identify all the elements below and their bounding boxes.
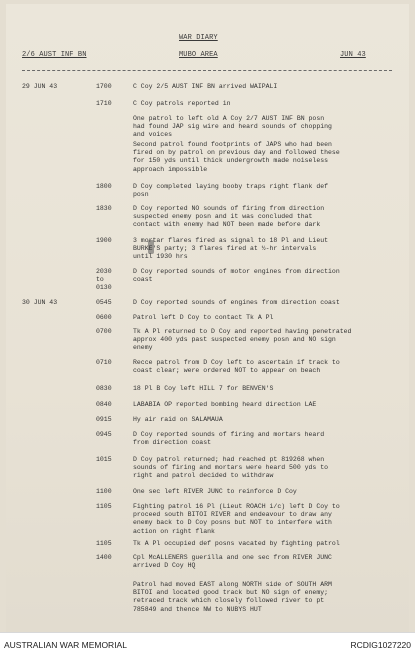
entry-text: D Coy patrol returned; had reached pt 819268 when sounds of firing and mortars were heard 500 yds to right and patrol decided to withdraw	[133, 456, 329, 480]
area-name: MUBO AREA	[179, 51, 218, 59]
entry-time: 0710	[96, 359, 112, 366]
header-divider	[22, 70, 392, 71]
entry-text: D Coy reported sounds of motor engines from direction coast	[133, 268, 340, 284]
diary-title: WAR DIARY	[179, 34, 218, 42]
entry-time: 1900	[96, 237, 112, 244]
entry-time: 0700	[96, 328, 112, 335]
entry-text: LABABIA OP reported bombing heard direction LAE	[133, 401, 317, 408]
entry-text: Fighting patrol 16 Pl (Lieut ROACH i/c) left D Coy to proceed south BITOI RIVER and endeavour to draw any enemy back to D Coy posns but NOT to interfere with action on right flank	[133, 503, 340, 535]
month-label: JUN 43	[340, 51, 366, 59]
entry-time: 0600	[96, 314, 112, 321]
entry-time: 0840	[96, 401, 112, 408]
entry-text: Patrol had moved EAST along NORTH side of SOUTH ARM BITOI and located good track but NO sign of enemy; retraced track which closely followed river to pt 785849 and thence NW to NUBYS HUT	[133, 581, 332, 613]
entry-text: D Coy reported sounds of firing and mortars heard from direction coast	[133, 431, 325, 447]
entry-date: 30 JUN 43	[22, 299, 58, 306]
entry-date: 29 JUN 43	[22, 83, 58, 90]
entry-time: 1105	[96, 540, 112, 547]
footer-bar	[0, 632, 415, 655]
entry-time: 1710	[96, 100, 112, 107]
entry-time: 1105	[96, 503, 112, 510]
entry-text: Second patrol found footprints of JAPS who had been fired on by patrol on previous day and followed these for 150 yds until thick undergrowth made noiseless approach impossible	[133, 141, 340, 173]
entry-text: Hy air raid on SALAMAUA	[133, 416, 223, 423]
entry-time: 0915	[96, 416, 112, 423]
entry-time: 2030 to 0130	[96, 268, 112, 292]
entry-time: 0945	[96, 431, 112, 438]
record-id: RCDIG1027220	[350, 640, 411, 650]
entry-text: D Coy reported sounds of engines from direction coast	[133, 299, 340, 306]
entry-text: One sec left RIVER JUNC to reinforce D Coy	[133, 488, 297, 495]
entry-text: 3 mortar flares fired as signal to 18 Pl and Lieut BURKE'S party; 3 flares fired at ½-hr intervals until 1930 hrs	[133, 237, 329, 261]
source-label: AUSTRALIAN WAR MEMORIAL	[4, 640, 127, 650]
entry-time: 0545	[96, 299, 112, 306]
entry-time: 1800	[96, 183, 112, 190]
entry-text: One patrol to left old A Coy 2/7 AUST INF BN posn had found JAP sig wire and heard sounds of chopping and voices	[133, 115, 332, 139]
entry-time: 1400	[96, 554, 112, 561]
entry-time: 0830	[96, 385, 112, 392]
entry-time: 1830	[96, 205, 112, 212]
entry-text: Tk A Pl returned to D Coy and reported having penetrated approx 400 yds past suspected enemy posn and NO sign enemy	[133, 328, 352, 352]
entry-text: C Coy 2/5 AUST INF BN arrived WAIPALI	[133, 83, 278, 90]
entry-text: Recce patrol from D Coy left to ascertain if track to coast clear; were ordered NOT to appear on beach	[133, 359, 340, 375]
entry-text: C Coy patrols reported in	[133, 100, 231, 107]
entry-text: 18 Pl B Coy left HILL 7 for BENVEN'S	[133, 385, 274, 392]
entry-time: 1100	[96, 488, 112, 495]
entry-time: 1015	[96, 456, 112, 463]
entry-text: D Coy completed laying booby traps right flank def posn	[133, 183, 329, 199]
entry-text: Cpl McALLENERS guerilla and one sec from RIVER JUNC arrived D Coy HQ	[133, 554, 332, 570]
entry-time: 1700	[96, 83, 112, 90]
unit-name: 2/6 AUST INF BN	[22, 51, 87, 59]
entry-text: D Coy reported NO sounds of firing from direction suspected enemy posn and it was concluded that contact with enemy had NOT been made before dark	[133, 205, 325, 229]
entry-text: Patrol left D Coy to contact Tk A Pl	[133, 314, 274, 321]
entry-text: Tk A Pl occupied def posns vacated by fighting patrol	[133, 540, 340, 547]
